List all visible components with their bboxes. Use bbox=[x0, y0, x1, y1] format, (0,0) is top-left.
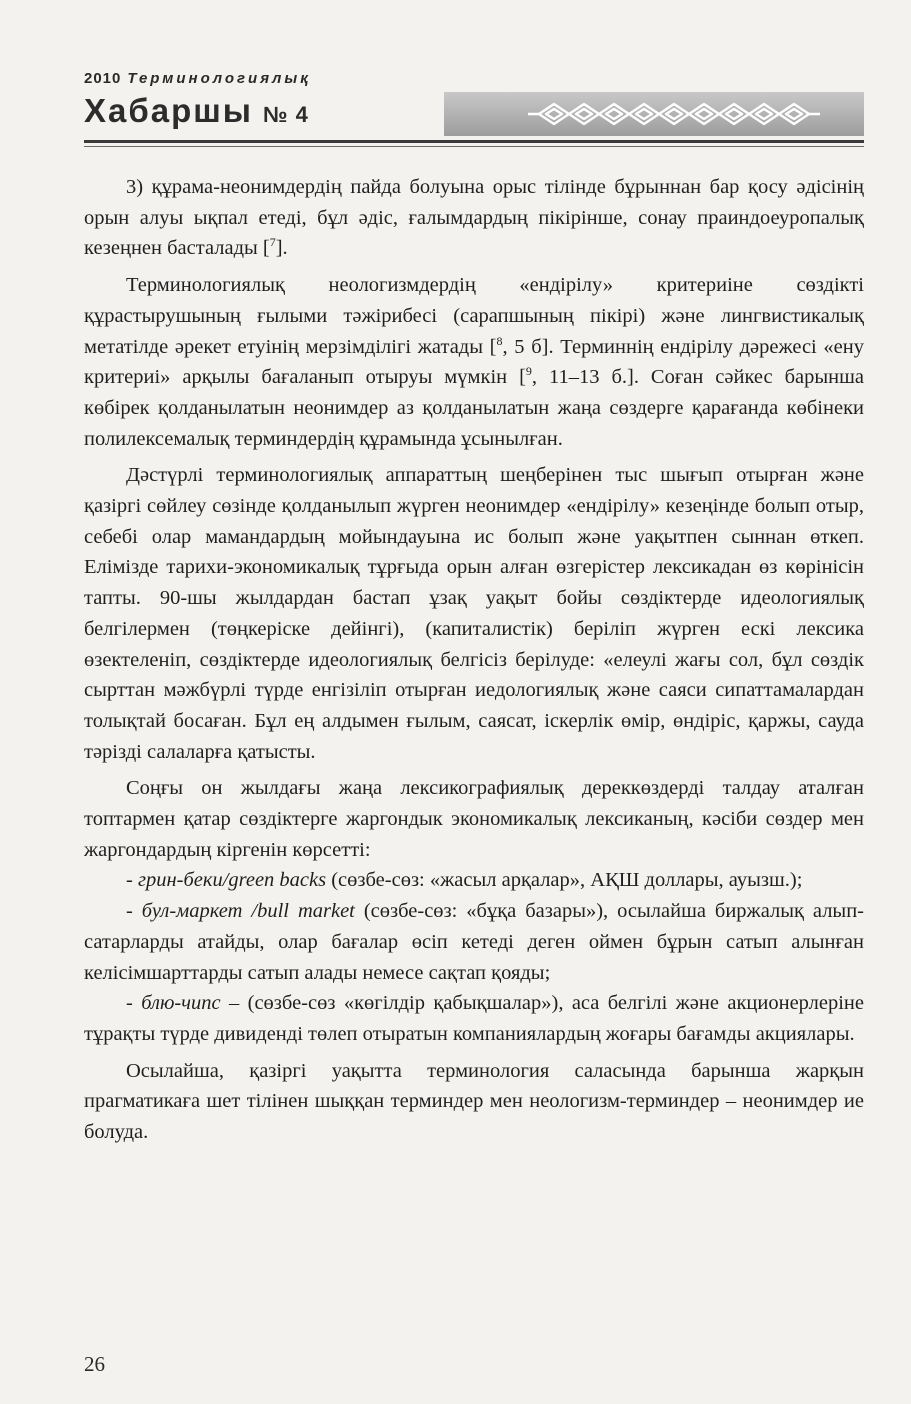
list-dash: - bbox=[126, 900, 142, 923]
page-number: 26 bbox=[84, 1352, 105, 1376]
journal-word-1: Терминологиялық bbox=[127, 70, 311, 87]
list-dash: - bbox=[126, 869, 138, 892]
paragraph-2 bbox=[84, 270, 864, 454]
journal-year-title bbox=[84, 70, 311, 87]
paragraph-2-text-b: , 5 б]. Терминнің ендірілу дәрежесі «ену критериі» арқылы бағаланып отыруы мүмкін [ bbox=[84, 335, 864, 389]
list-item-green-backs bbox=[84, 865, 864, 896]
header-rule-thin bbox=[84, 146, 864, 147]
footnote-ref-9: 9 bbox=[525, 364, 532, 379]
term-blue-chips-definition: – (сөзбе-сөз «көгілдір қабықшалар»), аса белгілі және акционерлеріне тұрақты түрде дивидендi төлеп отыратын компаниялардың жоғары бағамды акциялары. bbox=[84, 992, 864, 1045]
paragraph-1-end: ]. bbox=[275, 237, 288, 260]
journal-word-2: Хабаршы bbox=[84, 92, 253, 129]
page-header bbox=[84, 70, 864, 150]
list-item-blue-chips bbox=[84, 988, 864, 1049]
term-blue-chips: блю-чипс bbox=[141, 992, 221, 1015]
paragraph-1-text: 3) құрама-неонимдердің пайда болуына орыс тілінде бұрыннан бар қосу әдісінің орын алуы ықпал етеді, бұл әдіс, ғалымдардың пікірінше, сонау праиндоеуропалық кезеңнен басталады [ bbox=[84, 176, 864, 260]
term-green-backs: грин-беки/green backs bbox=[137, 869, 327, 892]
term-bull-market: бул-маркет /bull market bbox=[141, 900, 355, 923]
journal-title bbox=[84, 92, 309, 130]
header-rule-thick bbox=[84, 140, 864, 143]
list-item-bull-market bbox=[84, 896, 864, 988]
footnote-ref-8: 8 bbox=[496, 333, 503, 348]
term-green-backs-definition: (сөзбе-сөз: «жасыл арқалар», АҚШ доллары, ауызш.); bbox=[326, 869, 803, 892]
paragraph-2-text-a: Терминологиялық неологизмдердің «ендірілу» критериіне сөздікті құрастырушының ғылыми тәжірибесі (сарапшының пікірі) және лингвистикалық метатілде әрекет етуінің мерзімділігі жатады [ bbox=[84, 274, 864, 358]
issue-number: № 4 bbox=[262, 102, 309, 127]
paragraph-4: Соңғы он жылдағы жаңа лексикографиялық дереккөздерді талдау аталған топтармен қатар сөздіктерге жаргондык экономикалық лексиканың, кәсіби сөздер мен жаргондардың кіргенін көрсетті: bbox=[84, 777, 864, 861]
list-dash: - bbox=[126, 992, 142, 1015]
ornament-band bbox=[444, 92, 864, 136]
term-bull-market-definition: (сөзбе-сөз: «бұқа базары»), осылайша биржалық алып-сатарларды атайды, олар бағалар өсіп кетеді деген оймен бұрын сатып алынған келісімшарттарды сатып алады немесе сақтап қояды; bbox=[84, 900, 864, 984]
body-text bbox=[84, 172, 864, 1148]
ornament-pattern bbox=[444, 92, 864, 136]
paragraph-3: Дәстүрлі терминологиялық аппараттың шеңберінен тыс шығып отырған және қазіргі сөйлеу сөзінде қолданылып жүрген неонимдер «ендірілу» кезеңінде болып отыр, себебі олар мамандардың мойындауына ис болып және уақытпен сыннан өткеп. Елімізде тарихи-экономикалық тұрғыда орын алған өзгерістер лексикадан өз көрінісін тапты. 90-шы жылдардан бастап ұзақ уақыт бойы сөздіктерде идеологиялық белгілермен (төңкеріске дейінгі), (капиталистік) беріліп жүрген ескі лексика өзектеленіп, сөздіктерде идеологиялық белгісіз берілуде: «елеулі жағы сол, бұл сөздік сырттан мәжбүрлі түрде енгізіліп отырған иедологиялық және саяси сипаттамалардан толықтай босаған. Бұл ең алдымен ғылым, саясат, іскерлік өмір, өндіріс, қаржы, сауда тәрізді салаларға қатысты. bbox=[84, 464, 864, 763]
paragraph-2-text-c: , 11–13 б.]. Соған сәйкес барынша көбірек қолданылатын неонимдер аз қолданылатын жаңа сөздерге қарағанда көбінеки полилексемалық терминдердің құрамында ұсынылған. bbox=[84, 366, 864, 450]
footnote-ref-7: 7 bbox=[269, 235, 276, 250]
paragraph-conclusion: Осылайша, қазіргі уақытта терминология саласында барынша жарқын прагматикаға шет тілінен шыққан терминдер мен неологизм-терминдер – неонимдер ие болуда. bbox=[84, 1059, 864, 1144]
journal-year: 2010 bbox=[84, 70, 122, 87]
paragraph-1 bbox=[84, 172, 864, 264]
